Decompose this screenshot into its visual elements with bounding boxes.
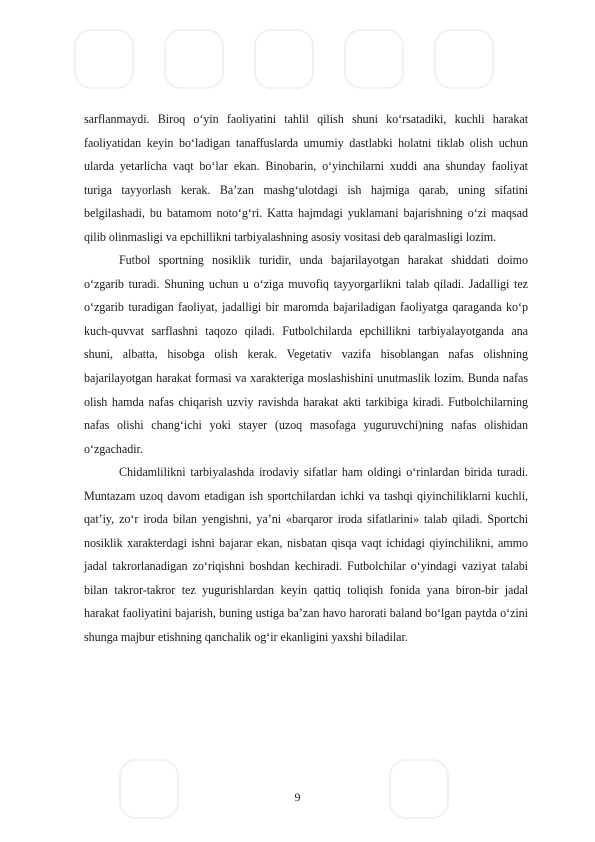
paragraph: Futbol sportning nosiklik turidir, unda bajarilayotgan harakat shiddati doimo o‘zgarib turadi. Shuning uchun u o‘ziga muvofiq tayyorgarlikni talab qiladi. Jadalligi tez o‘zgarib turadigan faoliyat, jadalligi bir maromda bajariladigan faoliyatga qaraganda ko‘p kuch-quvvat sarflashni taqozo qiladi. Futbolchilarda epchillikni tarbiyalayotganda ana shuni, albatta, hisobga olish kerak. Vegetativ vazifa hisoblangan nafas olishning bajarilayotgan harakat formasi va xarakteriga moslashishini unutmaslik lozim. Bunda nafas olish hamda nafas chiqarish uzviy ravishda harakat akti tarkibiga kiradi. Futbolchilarning nafas olishi chang‘ichi yoki stayer (uzoq masofaga yuguruvchi)ning nafas olishidan o‘zgachadir. bbox=[84, 253, 528, 456]
paragraph: Chidamlilikni tarbiyalashda irodaviy sifatlar ham oldingi o‘rinlardan birida turadi. Muntazam uzoq davom etadigan ish sportchilardan ichki va tashqi qiyinchiliklarni kuchli, qat’iy, zo‘r iroda bilan yengishni, ya’ni «barqaror iroda sifatlarini» talab qiladi. Sportchi nosiklik xarakterdagi ishni bajarar ekan, nisbatan qisqa vaqt ichidagi qiyinchilikni, ammo jadal takrorlanadigan zo‘riqishni boshdan kechiradi. Futbolchilar o‘yindagi vaziyat talabi bilan takror-takror tez yugurishlardan keyin qattiq toliqish fonida yana biron-bir jadal harakat faoliyatini bajarish, buning ustiga ba’zan havo harorati baland bo‘lgan paytda o‘zini shunga majbur etishning qanchalik og‘ir ekanligini yaxshi biladilar. bbox=[84, 465, 528, 645]
page-number: 9 bbox=[294, 790, 301, 804]
paragraph: sarflanmaydi. Biroq o‘yin faoliyatini tahlil qilish shuni ko‘rsatadiki, kuchli harakat faoliyatidan keyin bo‘ladigan tanaffuslarda umumiy dastlabki holatni tiklab olish uchun ularda yetarlicha vaqt bo‘lar ekan. Binobarin, o‘yinchilarni xuddi ana shunday faoliyat turiga tayyorlash kerak. Ba’zan mashg‘ulotdagi ish hajmiga qarab, uning sifatini belgilashadi, bu batamom noto‘g‘ri. Katta hajmdagi yuklamani bajarishning o‘zi maqsad qilib olinmasligi va epchillikni tarbiyalashning asosiy vositasi deb qaralmasligi lozim. bbox=[84, 112, 528, 244]
document-body bbox=[84, 108, 528, 650]
